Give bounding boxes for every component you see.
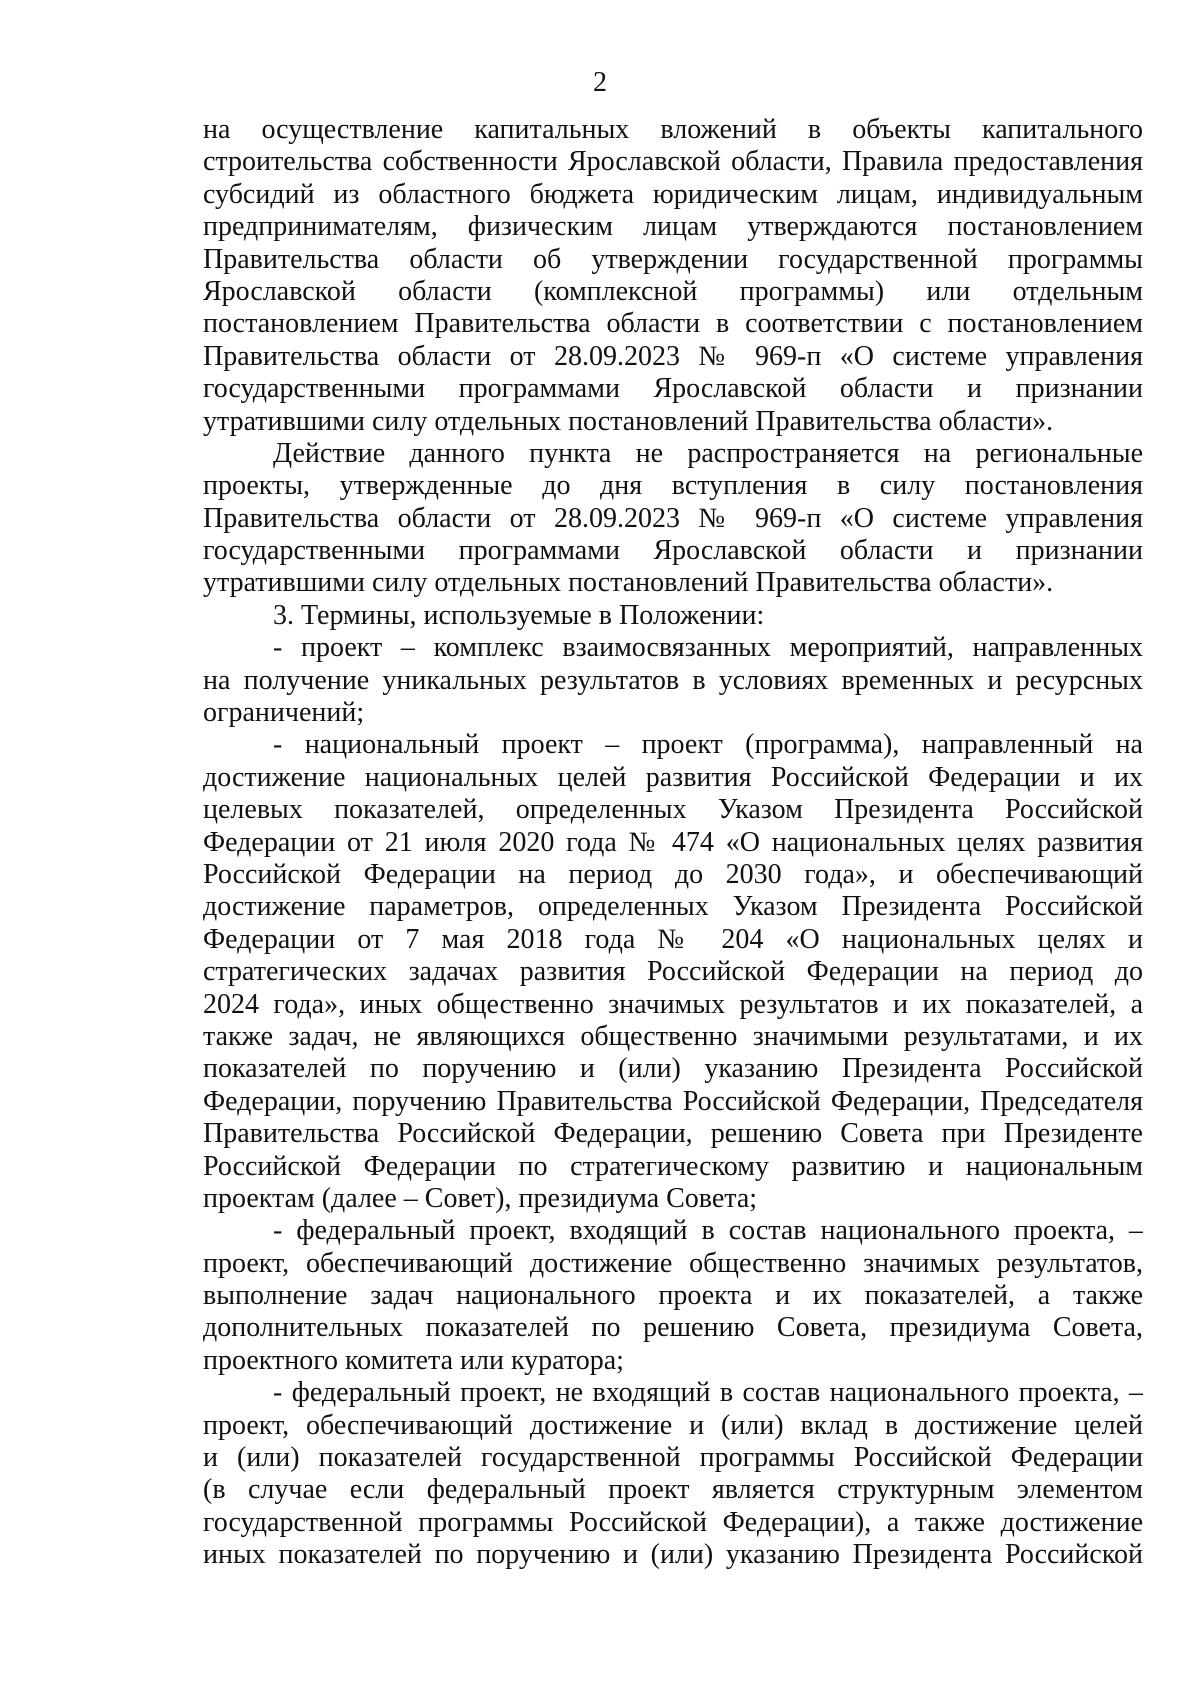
text-line: проекты, утвержденные до дня вступления в силу постановления <box>203 470 1143 502</box>
text-line: 3. Термины, используемые в Положении: <box>273 599 765 631</box>
text-line: Действие данного пункта не распространяется на региональные <box>273 437 1143 469</box>
text-line: - проект – комплекс взаимосвязанных мероприятий, направленных <box>273 632 1143 664</box>
text-line: стратегических задачах развития Российской Федерации на период до <box>203 956 1143 988</box>
text-line: Правительства области об утверждении государственной программы <box>203 243 1143 275</box>
text-line: постановлением Правительства области в соответствии с постановлением <box>203 308 1143 340</box>
page-number: 2 <box>593 67 607 98</box>
text-line: - федеральный проект, не входящий в состав национального проекта, – <box>273 1377 1143 1409</box>
text-line: государственными программами Ярославской области и признании <box>203 535 1143 567</box>
text-line: Федерации, поручению Правительства Российской Федерации, Председателя <box>203 1085 1143 1117</box>
text-line: на получение уникальных результатов в условиях временных и ресурсных <box>203 664 1143 696</box>
text-line: ограничений; <box>203 697 365 729</box>
text-line: (в случае если федеральный проект является структурным элементом <box>203 1474 1143 1506</box>
text-line: предпринимателям, физическим лицам утверждаются постановлением <box>203 211 1143 243</box>
text-line: Российской Федерации на период до 2030 года», и обеспечивающий <box>203 858 1143 890</box>
text-line: Российской Федерации по стратегическому развитию и национальным <box>203 1150 1143 1182</box>
text-line: достижение национальных целей развития Российской Федерации и их <box>203 761 1143 793</box>
text-line: и (или) показателей государственной программы Российской Федерации <box>203 1442 1143 1474</box>
text-line: Федерации от 7 мая 2018 года № 204 «О национальных целях и <box>203 923 1143 955</box>
text-line: - национальный проект – проект (программа), направленный на <box>273 729 1143 761</box>
text-line: целевых показателей, определенных Указом Президента Российской <box>203 794 1143 826</box>
text-line: иных показателей по поручению и (или) указанию Президента Российской <box>203 1539 1143 1571</box>
text-line: 2024 года», иных общественно значимых результатов и их показателей, а <box>203 988 1143 1020</box>
text-line: проектного комитета или куратора; <box>203 1344 624 1376</box>
text-line: строительства собственности Ярославской области, Правила предоставления <box>203 146 1143 178</box>
text-line: государственной программы Российской Федерации), а также достижение <box>203 1506 1143 1538</box>
document-body <box>203 114 1143 1572</box>
text-line: показателей по поручению и (или) указанию Президента Российской <box>203 1053 1143 1085</box>
text-line: субсидий из областного бюджета юридическим лицам, индивидуальным <box>203 178 1143 210</box>
text-line: государственными программами Ярославской области и признании <box>203 373 1143 405</box>
text-line: на осуществление капитальных вложений в объекты капитального <box>203 114 1143 145</box>
text-line: дополнительных показателей по решению Совета, президиума Совета, <box>203 1312 1143 1344</box>
text-line: также задач, не являющихся общественно значимыми результатами, и их <box>203 1020 1143 1052</box>
text-line: выполнение задач национального проекта и их показателей, а также <box>203 1280 1143 1312</box>
text-line: Ярославской области (комплексной программы) или отдельным <box>203 275 1143 307</box>
text-line: Федерации от 21 июля 2020 года № 474 «О национальных целях развития <box>203 826 1143 858</box>
text-line: - федеральный проект, входящий в состав национального проекта, – <box>273 1215 1143 1247</box>
text-line: утратившими силу отдельных постановлений Правительства области». <box>203 405 1054 437</box>
text-line: Правительства Российской Федерации, решению Совета при Президенте <box>203 1118 1143 1150</box>
text-line: утратившими силу отдельных постановлений Правительства области». <box>203 567 1054 599</box>
text-line: достижение параметров, определенных Указом Президента Российской <box>203 891 1143 923</box>
text-line: проект, обеспечивающий достижение и (или) вклад в достижение целей <box>203 1409 1143 1441</box>
text-line: Правительства области от 28.09.2023 № 969-п «О системе управления <box>203 502 1143 534</box>
text-line: Правительства области от 28.09.2023 № 969-п «О системе управления <box>203 340 1143 372</box>
text-line: проект, обеспечивающий достижение общественно значимых результатов, <box>203 1247 1143 1279</box>
text-line: проектам (далее – Совет), президиума Совета; <box>203 1182 758 1214</box>
